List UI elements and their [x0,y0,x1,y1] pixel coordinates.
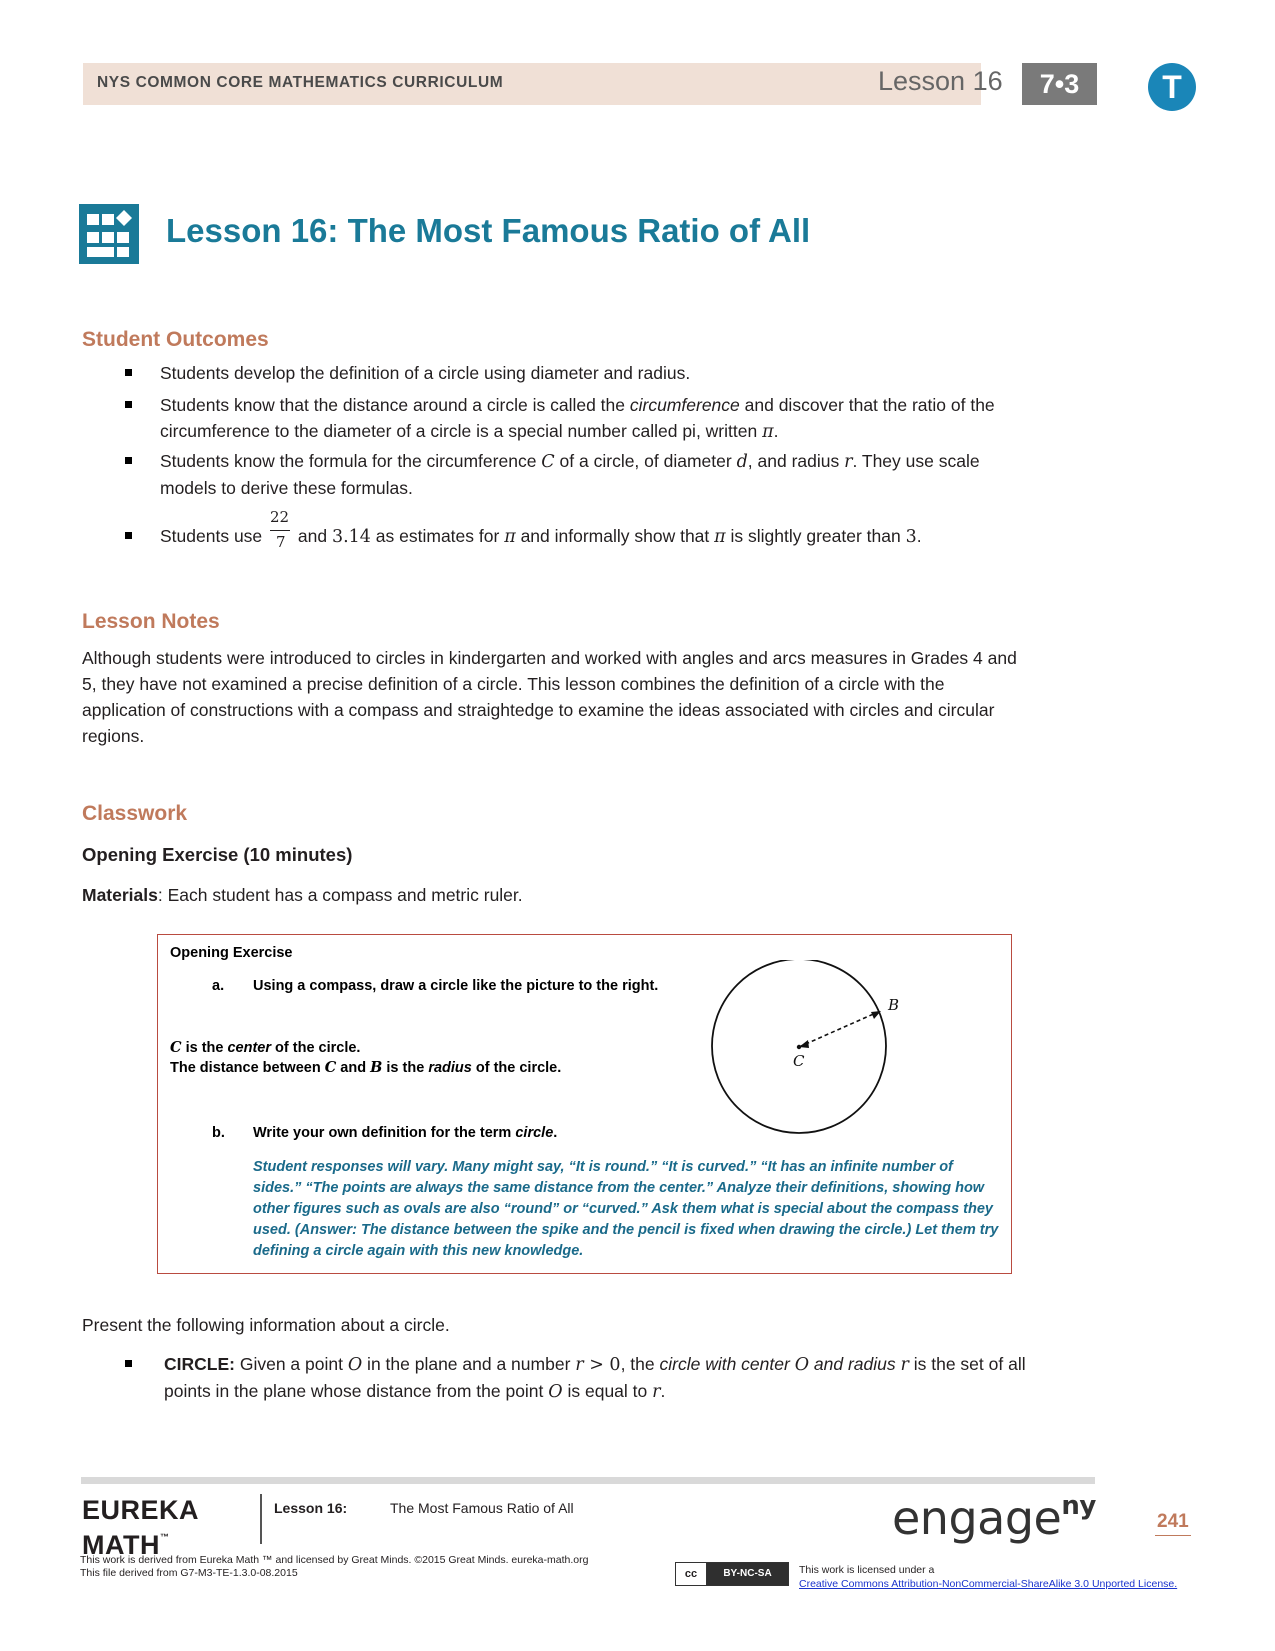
eureka-math-logo: EUREKA MATH™ [82,1495,200,1560]
outcomes-heading: Student Outcomes [82,328,269,351]
outcome-3: Students know the formula for the circumference C of a circle, of diameter d, and radius r. They use scale models to derive these formulas. [160,451,980,498]
bullet [125,369,132,376]
bullet [125,457,132,464]
page-title: Lesson 16: The Most Famous Ratio of All [166,212,811,249]
notes-heading: Lesson Notes [82,610,220,633]
footer-rule [81,1477,1095,1484]
footer-lesson: Lesson 16: [274,1500,348,1516]
module-badge: 7•3 [1022,63,1097,105]
center-point [797,1045,801,1049]
radius-line [799,1012,878,1047]
item-a-text: Using a compass, draw a circle like the picture to the right. [253,978,659,994]
fraction-bar [270,530,290,531]
cc-license-badge[interactable] [675,1562,789,1586]
header-lesson: Lesson 16 [878,66,1003,96]
fraction-denominator: 7 [276,533,286,551]
page-number: 241 [1155,1511,1191,1536]
bullet [125,532,132,539]
bullet [125,401,132,408]
exercise-title: Opening Exercise [170,945,293,961]
opening-exercise-heading: Opening Exercise (10 minutes) [82,844,353,865]
teacher-badge: T [1148,63,1196,111]
center-definition: C is the center of the circle. [170,1039,361,1056]
cc-icon: cc [676,1563,707,1585]
item-b-label: b. [212,1125,225,1141]
license-line-1: This work is licensed under a [799,1564,935,1576]
bullet [125,1360,132,1367]
outcome-2: Students know that the distance around a circle is called the circumference and discover that the ratio of the circumference to the diameter of a circle is a special number called pi, written π. [160,395,995,442]
footer-title: The Most Famous Ratio of All [390,1500,574,1516]
outcome-4: Students use and 3.14 as estimates for π and informally show that π is slightly greater than 3. [160,526,922,547]
radius-definition: The distance between C and B is the radius of the circle. [170,1059,562,1076]
license-link[interactable]: Creative Commons Attribution-NonCommercial-ShareAlike 3.0 Unported License. [799,1578,1178,1590]
circle-definition: CIRCLE: Given a point O in the plane and a number r > 0, the circle with center O and radius r is the set of all points in the plane whose distance from the point O is equal to r. [164,1354,1026,1402]
item-a-label: a. [212,978,225,994]
teacher-answer: Student responses will vary. Many might say, “It is round.” “It is curved.” “It has an infinite number of sides.” “The points are always the same distance from the center.” Analyze their definitions, showing how other figures such as ovals are also “round” or “curved.” Ask them what is special about the compass they used. (Answer: The distance between the spike and the pencil is fixed when drawing the circle.) Let them try defining a circle again with this new knowledge. [253,1159,999,1259]
lesson-icon [79,204,139,264]
label-B: B [888,996,900,1014]
materials-line: Materials: Each student has a compass and metric ruler. [82,885,523,905]
engageny-logo: engage$^{ny}$ [892,1491,1096,1545]
circle-figure [705,960,905,1140]
notes-paragraph: Although students were introduced to circles in kindergarten and worked with angles and arcs measures in Grades 4 and 5, they have not examined a precise definition of a circle. This lesson combines the definition of a circle with the application of constructions with a compass and straightedge to examine the ideas associated with circles and circular regions. [82,648,1017,746]
classwork-heading: Classwork [82,802,188,825]
outcome-1: Students develop the definition of a circle using diameter and radius. [160,363,691,383]
curriculum-label: NYS COMMON CORE MATHEMATICS CURRICULUM [97,74,504,91]
item-b-text: Write your own definition for the term circle. [253,1125,558,1141]
source-line-1: This work is derived from Eureka Math ™ and licensed by Great Minds. ©2015 Great Minds. eureka-math.org [80,1554,589,1566]
label-C: C [793,1052,805,1070]
present-intro: Present the following information about a circle. [82,1315,450,1335]
fraction-numerator: 22 [270,508,290,526]
cc-type: BY-NC-SA [707,1563,788,1585]
footer-separator [260,1494,262,1544]
source-line-2: This file derived from G7-M3-TE-1.3.0-08.2015 [80,1567,298,1579]
